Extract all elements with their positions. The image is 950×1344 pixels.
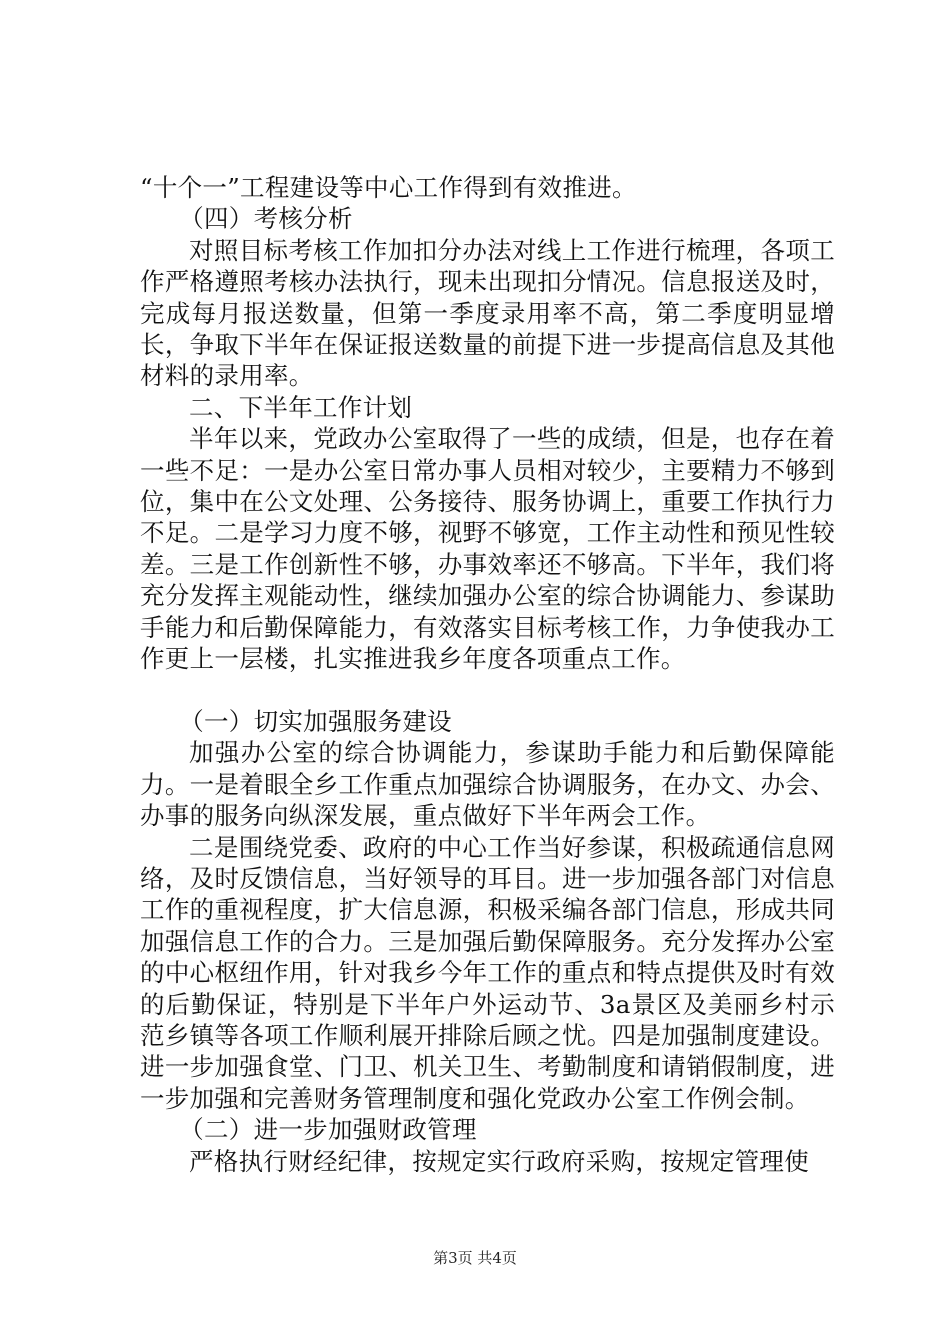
section-heading-assessment: （四）考核分析	[179, 204, 353, 234]
paragraph-gap	[140, 675, 835, 706]
section-heading-work-plan: 二、下半年工作计划	[189, 392, 413, 422]
paragraph-service-1: 加强办公室的综合协调能力，参谋助手能力和后勤保障能力。一是着眼全乡工作重点加强综合协调服务，在办文、办会、办事的服务向纵深发展，重点做好下半年两会工作。	[140, 738, 835, 831]
document-body	[140, 172, 835, 1177]
section-heading-service: （一）切实加强服务建设	[179, 706, 452, 736]
paragraph-summary: 半年以来，党政办公室取得了一些的成绩，但是，也存在着一些不足：一是办公室日常办事人员相对较少，主要精力不够到位，集中在公文处理、公务接待、服务协调上，重要工作执行力不足。二是学习力度不够，视野不够宽，工作主动性和预见性较差。三是工作创新性不够，办事效率还不够高。下半年，我们将充分发挥主观能动性，继续加强办公室的综合协调能力、参谋助手能力和后勤保障能力，有效落实目标考核工作，力争使我办工作更上一层楼，扎实推进我乡年度各项重点工作。	[140, 424, 835, 674]
page-number-footer: 第3页 共4页	[433, 1249, 517, 1267]
paragraph-service-2: 二是围绕党委、政府的中心工作当好参谋，积极疏通信息网络，及时反馈信息，当好领导的耳目。进一步加强各部门对信息工作的重视程度，扩大信息源，积极采编各部门信息，形成共同加强信息工作的合力。三是加强后勤保障服务。充分发挥办公室的中心枢纽作用，针对我乡今年工作的重点和特点提供及时有效的后勤保证，特别是下半年户外运动节、3a景区及美丽乡村示范乡镇等各项工作顺利展开排除后顾之忧。四是加强制度建设。进一步加强食堂、门卫、机关卫生、考勤制度和请销假制度，进一步加强和完善财务管理制度和强化党政办公室工作例会制。	[140, 832, 835, 1113]
section-heading-finance: （二）进一步加强财政管理	[179, 1115, 477, 1145]
paragraph-continuation: “十个一”工程建设等中心工作得到有效推进。	[140, 173, 637, 202]
paragraph-assessment: 对照目标考核工作加扣分办法对线上工作进行梳理，各项工作严格遵照考核办法执行，现未出现扣分情况。信息报送及时，完成每月报送数量，但第一季度录用率不高，第二季度明显增长，争取下半年在保证报送数量的前提下进一步提高信息及其他材料的录用率。	[140, 235, 835, 391]
paragraph-finance: 严格执行财经纪律，按规定实行政府采购，按规定管理使	[189, 1146, 809, 1176]
